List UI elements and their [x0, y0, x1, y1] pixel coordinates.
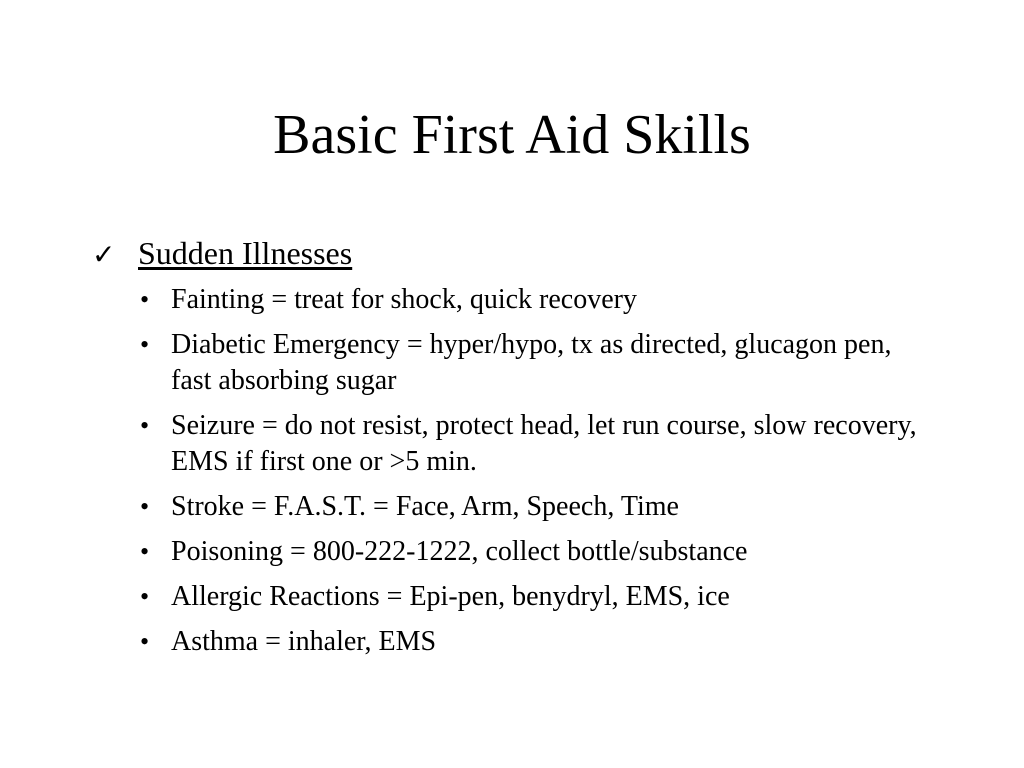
bullet-list: [140, 282, 920, 669]
bullet-icon: •: [140, 492, 150, 521]
list-item-text: Diabetic Emergency = hyper/hypo, tx as directed, glucagon pen, fast absorbing sugar: [171, 329, 892, 396]
bullet-icon: •: [140, 627, 150, 656]
bullet-icon: •: [140, 411, 150, 440]
bullet-icon: •: [140, 285, 150, 314]
list-item-text: Seizure = do not resist, protect head, let run course, slow recovery, EMS if first one or >5 min.: [171, 410, 917, 477]
list-item: [140, 579, 920, 615]
slide-title: Basic First Aid Skills: [273, 104, 751, 166]
bullet-icon: •: [140, 330, 150, 359]
list-item: [140, 408, 920, 480]
list-item: [140, 489, 920, 525]
list-item-text: Allergic Reactions = Epi-pen, benydryl, EMS, ice: [171, 581, 730, 612]
bullet-icon: •: [140, 537, 150, 566]
list-item: [140, 534, 920, 570]
checkmark-icon: ✓: [92, 238, 116, 271]
list-item: [140, 282, 920, 318]
bullet-icon: •: [140, 582, 150, 611]
list-item-text: Fainting = treat for shock, quick recovery: [171, 284, 637, 315]
section-heading: Sudden Illnesses: [138, 235, 353, 271]
list-item-text: Stroke = F.A.S.T. = Face, Arm, Speech, Time: [171, 491, 679, 522]
list-item-text: Asthma = inhaler, EMS: [171, 626, 437, 657]
list-item-text: Poisoning = 800-222-1222, collect bottle/substance: [171, 536, 748, 567]
section-heading-row: [92, 230, 952, 278]
list-item: [140, 624, 920, 660]
list-item: [140, 327, 920, 399]
